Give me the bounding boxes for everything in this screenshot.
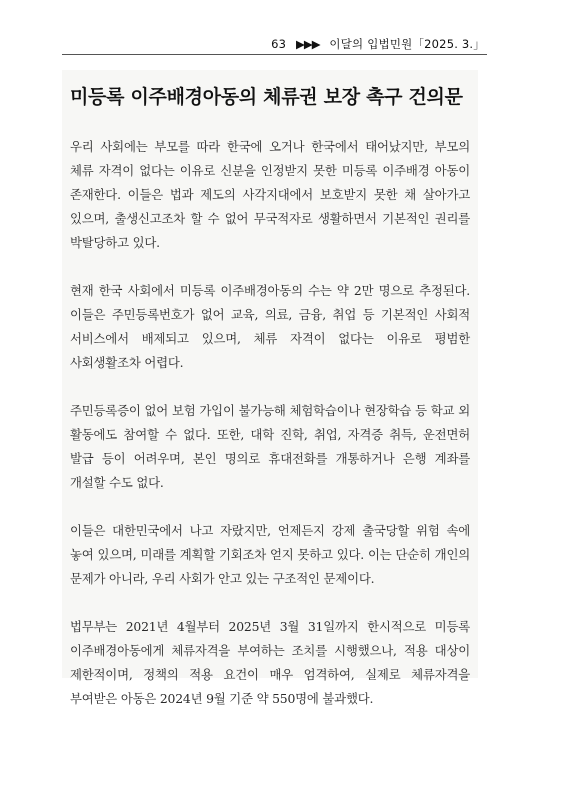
document-title: 미등록 이주배경아동의 체류권 보장 촉구 건의문 [70, 86, 463, 108]
publication-title: 이달의 입법민원「2025. 3.」 [329, 37, 485, 51]
paragraph-3: 주민등록증이 없어 보험 가입이 불가능해 체험학습이나 현장학습 등 학교 외 활동에도 참여할 수 없다. 또한, 대학 진학, 취업, 자격증 취득, 운전면허 발급 등이 어려우며, 본인 명의로 휴대전화를 개통하거나 은행 계좌를 개설할 수도 없다. [70, 403, 470, 490]
arrow-icons: ▶▶▶ [296, 37, 320, 51]
paragraph-5: 법무부는 2021년 4월부터 2025년 3월 31일까지 한시적으로 미등록 이주배경아동에게 체류자격을 부여하는 조치를 시행했으나, 적용 대상이 제한적이며, 정책의 적용 요건이 매우 엄격하여, 실제로 체류자격을 부여받은 아동은 2024년 9월 기준 약 550명에 불과했다. [70, 619, 470, 706]
running-header [271, 36, 485, 52]
paragraph-2: 현재 한국 사회에서 미등록 이주배경아동의 수는 약 2만 명으로 추정된다. 이들은 주민등록번호가 없어 교육, 의료, 금융, 취업 등 기본적인 사회적 서비스에서 배제되고 있으며, 체류 자격이 없다는 이유로 평범한 사회생활조차 어렵다. [70, 283, 470, 370]
header-divider [62, 54, 487, 55]
document-body [62, 135, 478, 711]
petition-content [62, 70, 478, 706]
paragraph-4: 이들은 대한민국에서 나고 자랐지만, 언제든지 강제 출국당할 위험 속에 놓여 있으며, 미래를 계획할 기회조차 얻지 못하고 있다. 이는 단순히 개인의 문제가 아니라, 우리 사회가 안고 있는 구조적인 문제이다. [70, 523, 470, 586]
page-number: 63 [271, 37, 287, 51]
paragraph-1: 우리 사회에는 부모를 따라 한국에 오거나 한국에서 태어났지만, 부모의 체류 자격이 없다는 이유로 신분을 인정받지 못한 미등록 이주배경 아동이 존재한다. 이들은 법과 제도의 사각지대에서 보호받지 못한 채 살아가고 있으며, 출생신고조차 할 수 없어 무국적자로 생활하면서 기본적인 권리를 박탈당하고 있다. [70, 139, 470, 250]
